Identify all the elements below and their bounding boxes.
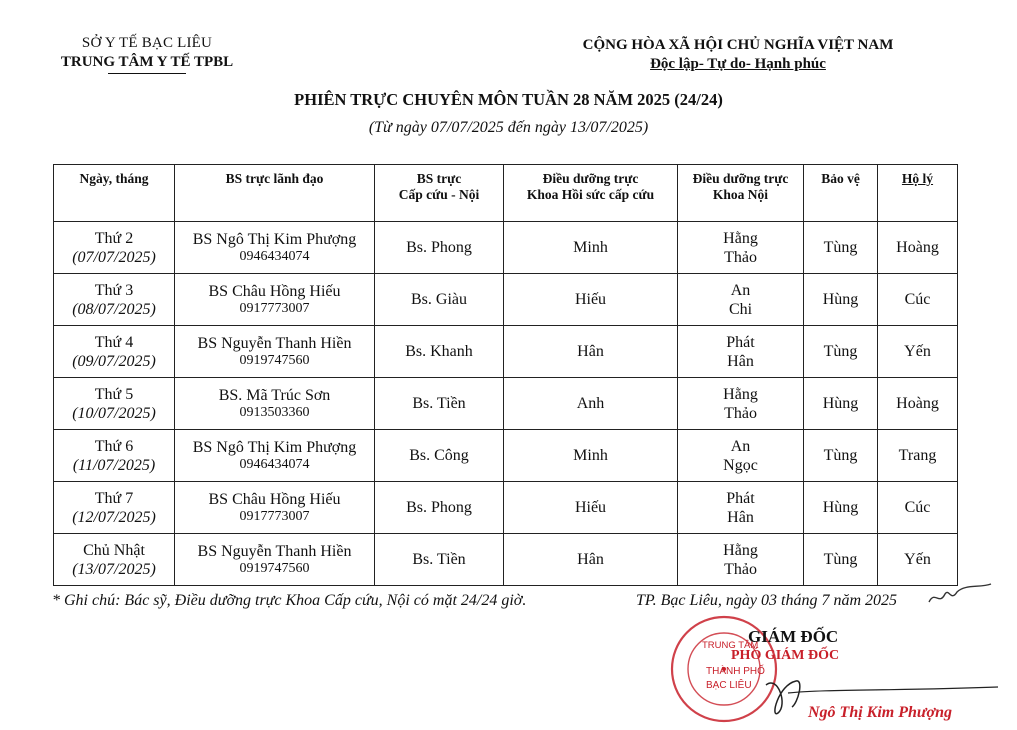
national-motto [538,36,938,74]
header-leader: BS trực lãnh đạo [175,165,375,222]
cell-leader: BS Nguyễn Thanh Hiền 0919747560 [175,326,375,378]
cell-internal-nurse: An Chi [678,274,804,326]
table-header-row [54,165,958,222]
cell-guard: Tùng [804,430,878,482]
seal-text-2: THÀNH PHỐ [706,666,765,677]
cell-guard: Hùng [804,482,878,534]
duty-schedule-table [53,164,958,586]
header-guard: Bảo vệ [804,165,878,222]
cell-aide: Trang [878,430,958,482]
cell-date: Thứ 7 (12/07/2025) [54,482,175,534]
table-row [54,534,958,586]
cell-icu-nurse: Hân [504,326,678,378]
center-name: TRUNG TÂM Y TẾ TPBL [60,54,234,70]
cell-date: Thứ 5 (10/07/2025) [54,378,175,430]
cell-aide: Yến [878,326,958,378]
cell-date: Thứ 6 (11/07/2025) [54,430,175,482]
cell-er-doctor: Bs. Giàu [375,274,504,326]
agency-underline [108,73,186,74]
cell-date: Thứ 2 (07/07/2025) [54,222,175,274]
header-internal-nurse: Điều dưỡng trực Khoa Nội [678,165,804,222]
table-row [54,274,958,326]
table-row [54,482,958,534]
cell-aide: Cúc [878,482,958,534]
cell-internal-nurse: Hằng Thảo [678,222,804,274]
signer-name: Ngô Thị Kim Phượng [808,704,952,721]
cell-leader: BS Châu Hồng Hiếu 0917773007 [175,482,375,534]
cell-aide: Cúc [878,274,958,326]
cell-guard: Tùng [804,534,878,586]
seal-text-1: TRUNG TÂM [702,640,759,651]
cell-leader: BS Ngô Thị Kim Phượng 0946434074 [175,430,375,482]
document-title: PHIÊN TRỰC CHUYÊN MÔN TUẦN 28 NĂM 2025 (24/24) [294,90,723,109]
cell-internal-nurse: Phát Hân [678,326,804,378]
header-icu-nurse: Điều dưỡng trực Khoa Hồi sức cấp cứu [504,165,678,222]
date-range: (Từ ngày 07/07/2025 đến ngày 13/07/2025) [368,119,649,136]
header-aide: Hộ lý [878,165,958,222]
cell-er-doctor: Bs. Tiền [375,378,504,430]
cell-date: Thứ 3 (08/07/2025) [54,274,175,326]
cell-internal-nurse: Hằng Thảo [678,534,804,586]
cell-icu-nurse: Minh [504,222,678,274]
cell-date: Chủ Nhật (13/07/2025) [54,534,175,586]
cell-leader: BS Ngô Thị Kim Phượng 0946434074 [175,222,375,274]
cell-date: Thứ 4 (09/07/2025) [54,326,175,378]
table-row [54,378,958,430]
department-name: SỞ Y TẾ BẠC LIÊU [81,35,213,51]
cell-aide: Yến [878,534,958,586]
cell-icu-nurse: Minh [504,430,678,482]
signer-title: GIÁM ĐỐC [748,627,839,646]
cell-icu-nurse: Hân [504,534,678,586]
motto: Độc lập- Tự do- Hạnh phúc [650,56,826,72]
country-name: CỘNG HÒA XÃ HỘI CHỦ NGHĨA VIỆT NAM [582,37,894,53]
cell-guard: Tùng [804,222,878,274]
signer-subtitle: PHÓ GIÁM ĐỐC [731,648,840,663]
cell-aide: Hoàng [878,222,958,274]
cell-guard: Hùng [804,274,878,326]
cell-aide: Hoàng [878,378,958,430]
note: * Ghi chú: Bác sỹ, Điều dưỡng trực Khoa Cấp cứu, Nội có mặt 24/24 giờ. [52,592,527,609]
issuing-agency [40,34,254,74]
cell-icu-nurse: Hiếu [504,274,678,326]
cell-icu-nurse: Hiếu [504,482,678,534]
table-row [54,222,958,274]
cell-er-doctor: Bs. Công [375,430,504,482]
cell-icu-nurse: Anh [504,378,678,430]
table-row [54,326,958,378]
cell-leader: BS Nguyễn Thanh Hiền 0919747560 [175,534,375,586]
header-er-doctor: BS trực Cấp cứu - Nội [375,165,504,222]
seal-text-3: BẠC LIÊU [706,680,752,691]
cell-internal-nurse: Phát Hân [678,482,804,534]
cell-er-doctor: Bs. Khanh [375,326,504,378]
cell-leader: BS Châu Hồng Hiếu 0917773007 [175,274,375,326]
cell-guard: Hùng [804,378,878,430]
cell-er-doctor: Bs. Phong [375,222,504,274]
initials-flourish [925,580,995,608]
cell-er-doctor: Bs. Phong [375,482,504,534]
header-date: Ngày, tháng [54,165,175,222]
cell-leader: BS. Mã Trúc Sơn 0913503360 [175,378,375,430]
cell-internal-nurse: Hằng Thảo [678,378,804,430]
cell-er-doctor: Bs. Tiền [375,534,504,586]
cell-guard: Tùng [804,326,878,378]
cell-internal-nurse: An Ngọc [678,430,804,482]
place-date: TP. Bạc Liêu, ngày 03 tháng 7 năm 2025 [636,592,898,609]
table-row [54,430,958,482]
